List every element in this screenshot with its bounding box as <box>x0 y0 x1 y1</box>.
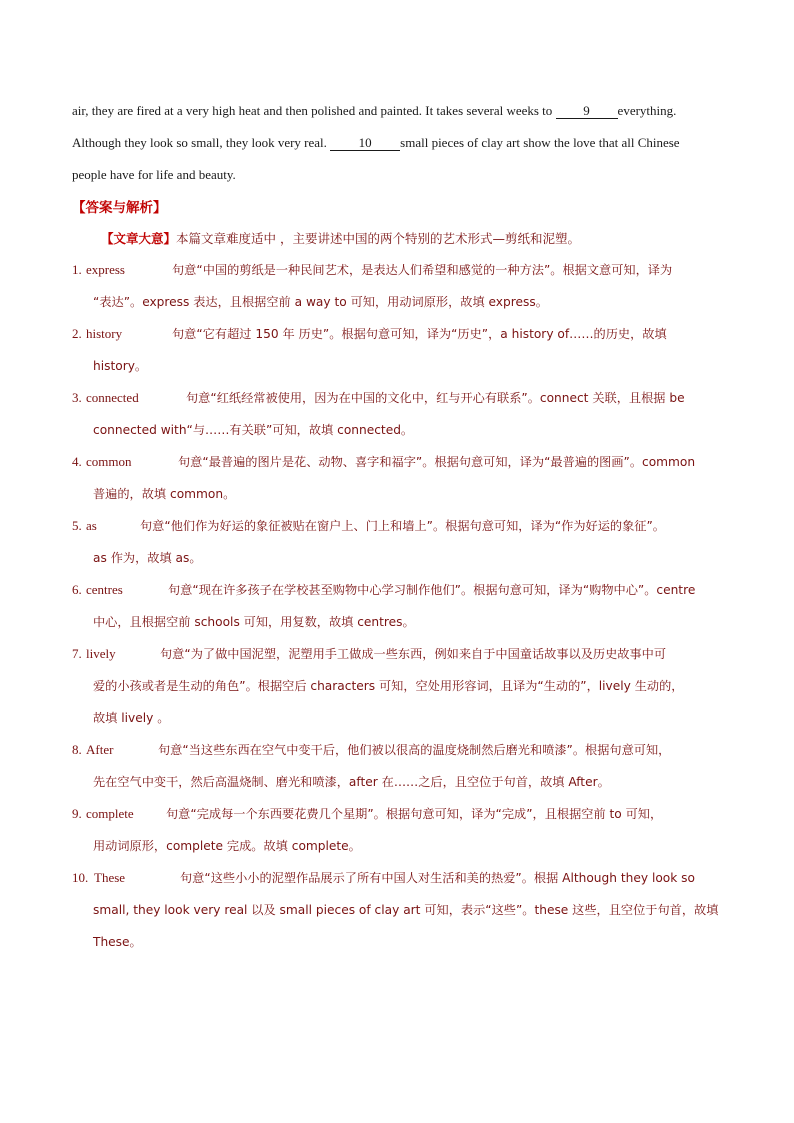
answer-row-first <box>72 862 724 894</box>
blank-10: 10 <box>330 135 400 151</box>
answer-item <box>72 382 724 446</box>
answer-explanation: 句意“现在许多孩子在学校甚至购物中心学习制作他们”。根据句意可知，译为“购物中心”。centre <box>168 583 696 597</box>
answer-explanation: small, they look very real 以及 small pieces of clay art 可知，表示“这些”。these 这些，且空位于句首，故填 <box>93 903 719 917</box>
answer-word: as <box>86 518 97 533</box>
answer-explanation: connected with“与……有关联”可知，故填 connected。 <box>93 423 414 437</box>
answer-word: After <box>86 742 114 757</box>
answer-row-continued <box>72 926 724 958</box>
answer-word: common <box>86 454 132 469</box>
answer-number: 3. <box>72 390 82 405</box>
answer-explanation: 句意“最普遍的图片是花、动物、喜字和福字”。根据句意可知，译为“最普遍的图画”。common <box>178 455 696 469</box>
answer-row-first <box>72 382 724 414</box>
answer-row-continued <box>72 542 724 574</box>
answer-item <box>72 254 724 318</box>
answer-explanation: 句意“他们作为好运的象征被贴在窗户上、门上和墙上”。根据句意可知，译为“作为好运的象征”。 <box>140 519 665 533</box>
answer-row-first <box>72 574 724 606</box>
answer-word: lively <box>86 646 116 661</box>
answer-heading: 【答案与解析】 <box>72 200 167 216</box>
answer-number: 5. <box>72 518 82 533</box>
answer-row-first <box>72 798 724 830</box>
answer-row-continued <box>72 414 724 446</box>
answer-row-first <box>72 254 724 286</box>
answer-explanation: 句意“红纸经常被使用，因为在中国的文化中，红与开心有联系”。connect 关联，且根据 be <box>186 391 685 405</box>
answer-explanation: “表达”。express 表达，且根据空前 a way to 可知，用动词原形，故填 express。 <box>93 295 548 309</box>
answer-item <box>72 638 724 734</box>
answer-item <box>72 862 724 958</box>
answer-number: 10. <box>72 870 89 885</box>
passage-line-2-start: Although they look so small, they look very real. <box>72 135 331 150</box>
answer-explanation: These。 <box>93 935 142 949</box>
answer-explanation: 中心，且根据空前 schools 可知，用复数，故填 centres。 <box>93 615 415 629</box>
answer-row-continued <box>72 894 724 926</box>
answer-row-continued <box>72 606 724 638</box>
answer-number: 2. <box>72 326 82 341</box>
answer-row-continued <box>72 350 724 382</box>
answer-explanation: 故填 lively 。 <box>93 711 170 725</box>
answer-explanation: 爱的小孩或者是生动的角色”。根据空后 characters 可知，空处用形容词，且译为“生动的”，lively 生动的， <box>93 679 684 693</box>
passage-line-3: people have for life and beauty. <box>72 167 236 182</box>
answer-explanation: 用动词原形，complete 完成。故填 complete。 <box>93 839 361 853</box>
answer-explanation: 句意“中国的剪纸是一种民间艺术，是表达人们希望和感觉的一种方法”。根据文意可知，译为 <box>172 263 673 277</box>
answer-list <box>72 254 724 958</box>
summary-text: 本篇文章难度适中 ，主要讲述中国的两个特别的艺术形式—剪纸和泥塑。 <box>176 231 580 246</box>
answer-row-continued <box>72 286 724 318</box>
answer-explanation: 句意“当这些东西在空气中变干后，他们被以很高的温度烧制然后磨光和喷漆”。根据句意可知， <box>158 743 671 757</box>
answer-explanation: 句意“完成每一个东西要花费几个星期”。根据句意可知，译为“完成”，且根据空前 to 可知， <box>166 807 663 821</box>
answer-number: 7. <box>72 646 82 661</box>
answer-row-first <box>72 318 724 350</box>
passage-text <box>72 95 732 191</box>
answer-row-first <box>72 638 724 670</box>
answer-row-continued <box>72 478 724 510</box>
answer-item <box>72 574 724 638</box>
answer-explanation: 句意“这些小小的泥塑作品展示了所有中国人对生活和美的热爱”。根据 Although they look so <box>180 871 695 885</box>
answer-word: connected <box>86 390 139 405</box>
answer-item <box>72 318 724 382</box>
answer-row-continued <box>72 670 724 702</box>
answer-word: express <box>86 262 125 277</box>
answer-word: These <box>94 870 126 885</box>
passage-line-2 <box>72 127 732 159</box>
answer-row-continued <box>72 766 724 798</box>
answer-explanation: 句意“它有超过 150 年 历史”。根据句意可知，译为“历史”，a history of……的历史，故填 <box>172 327 667 341</box>
blank-9: 9 <box>556 103 618 119</box>
answer-row-continued <box>72 702 724 734</box>
answer-word: complete <box>86 806 134 821</box>
summary-tag: 【文章大意】 <box>101 231 177 246</box>
answer-explanation: as 作为，故填 as。 <box>93 551 202 565</box>
answer-item <box>72 510 724 574</box>
answer-row-first <box>72 446 724 478</box>
answer-row-first <box>72 510 724 542</box>
answer-number: 8. <box>72 742 82 757</box>
answer-item <box>72 446 724 510</box>
passage-line-1-end: everything. <box>617 103 677 118</box>
answer-number: 4. <box>72 454 82 469</box>
answer-number: 1. <box>72 262 82 277</box>
passage-line-1 <box>72 95 732 127</box>
answer-explanation: 先在空气中变干，然后高温烧制、磨光和喷漆，after 在……之后，且空位于句首，故填 After。 <box>93 775 610 789</box>
answer-word: centres <box>86 582 123 597</box>
passage-line-1-start: air, they are fired at a very high heat and then polished and painted. It takes several weeks to <box>72 103 556 118</box>
answer-explanation: 句意“为了做中国泥塑，泥塑用手工做成一些东西，例如来自于中国童话故事以及历史故事中可 <box>160 647 667 661</box>
answer-item <box>72 798 724 862</box>
answer-item <box>72 734 724 798</box>
passage-line-2-end: small pieces of clay art show the love that all Chinese <box>400 135 680 150</box>
answer-number: 9. <box>72 806 82 821</box>
answer-explanation: 普遍的，故填 common。 <box>93 487 236 501</box>
answer-word: history <box>86 326 123 341</box>
article-summary <box>101 229 580 247</box>
answer-row-first <box>72 734 724 766</box>
answer-explanation: history。 <box>93 359 148 373</box>
answer-row-continued <box>72 830 724 862</box>
answer-number: 6. <box>72 582 82 597</box>
